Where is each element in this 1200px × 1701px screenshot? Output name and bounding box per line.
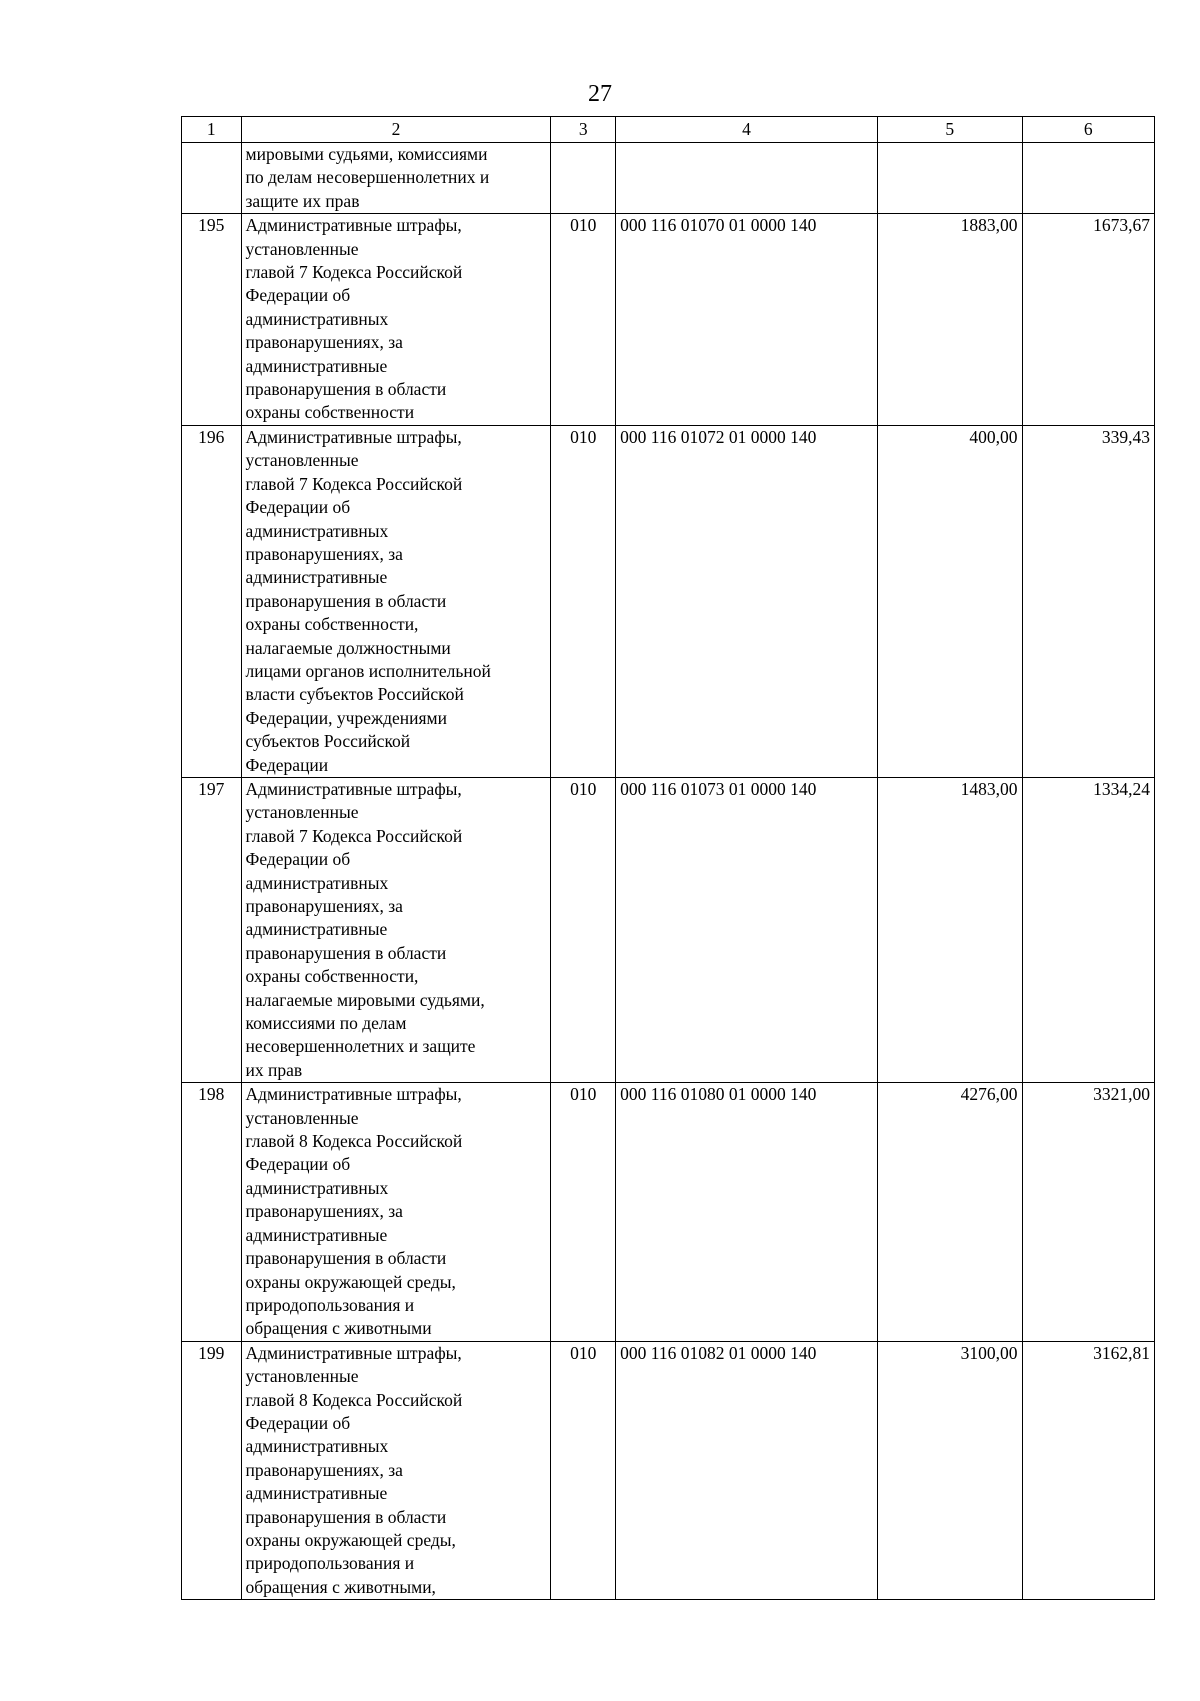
description-line: Федерации об	[245, 497, 351, 518]
description-line: главой 8 Кодекса Российской	[245, 1131, 463, 1152]
description-line: Федерации, учреждениями	[245, 707, 447, 728]
description-line: административных	[245, 520, 389, 541]
description-line: административные	[245, 919, 388, 940]
description-line: налагаемые должностными	[245, 637, 451, 658]
description-line: административные	[245, 567, 388, 588]
description-line: главой 7 Кодекса Российской	[245, 473, 463, 494]
description-line: несовершеннолетних и защите	[245, 1036, 476, 1057]
row-code: 010	[551, 777, 616, 1082]
column-header-1: 1	[182, 117, 242, 143]
row-value-col6: 1334,24	[1022, 777, 1154, 1082]
description-line: Федерации об	[245, 1412, 351, 1433]
column-header-4: 4	[616, 117, 878, 143]
table-row	[182, 214, 1155, 426]
description-line: Федерации об	[245, 849, 351, 870]
description-line: правонарушениях, за	[245, 1201, 403, 1222]
row-kbk-code: 000 116 01080 01 0000 140	[616, 1083, 878, 1341]
row-kbk-code	[616, 143, 878, 214]
description-line: правонарушения в области	[245, 1506, 447, 1527]
row-value-col6	[1022, 143, 1154, 214]
description-line: субъектов Российской	[245, 731, 411, 752]
description-line: охраны собственности	[245, 402, 415, 423]
description-line: главой 7 Кодекса Российской	[245, 262, 463, 283]
description-line: установленные	[245, 238, 359, 259]
row-kbk-code: 000 116 01072 01 0000 140	[616, 425, 878, 777]
description-line: административные	[245, 1483, 388, 1504]
row-code: 010	[551, 1083, 616, 1341]
description-line: Административные штрафы,	[245, 426, 462, 447]
row-number: 196	[182, 425, 242, 777]
row-number: 198	[182, 1083, 242, 1341]
row-code: 010	[551, 425, 616, 777]
description-line: административные	[245, 355, 388, 376]
row-description	[241, 1083, 551, 1341]
description-line: установленные	[245, 1107, 359, 1128]
description-line: Административные штрафы,	[245, 1084, 462, 1105]
row-value-col6: 3321,00	[1022, 1083, 1154, 1341]
row-code: 010	[551, 214, 616, 426]
row-number: 199	[182, 1341, 242, 1599]
budget-table	[181, 116, 1155, 1600]
row-description	[241, 214, 551, 426]
description-line: охраны собственности,	[245, 614, 419, 635]
description-line: установленные	[245, 1366, 359, 1387]
description-line: Федерации	[245, 754, 329, 775]
description-line: защите их прав	[245, 190, 360, 211]
row-description	[241, 1341, 551, 1599]
description-line: главой 8 Кодекса Российской	[245, 1389, 463, 1410]
row-value-col5: 1483,00	[877, 777, 1022, 1082]
row-kbk-code: 000 116 01070 01 0000 140	[616, 214, 878, 426]
description-line: установленные	[245, 802, 359, 823]
row-code: 010	[551, 1341, 616, 1599]
description-line: охраны окружающей среды,	[245, 1271, 456, 1292]
row-kbk-code: 000 116 01073 01 0000 140	[616, 777, 878, 1082]
row-number: 195	[182, 214, 242, 426]
row-value-col5: 4276,00	[877, 1083, 1022, 1341]
row-description	[241, 777, 551, 1082]
description-line: административных	[245, 1177, 389, 1198]
row-value-col5: 400,00	[877, 425, 1022, 777]
row-kbk-code: 000 116 01082 01 0000 140	[616, 1341, 878, 1599]
column-header-3: 3	[551, 117, 616, 143]
description-line: правонарушения в области	[245, 1248, 447, 1269]
description-line: мировыми судьями, комиссиями	[245, 144, 488, 164]
row-description	[241, 425, 551, 777]
description-line: по делам несовершеннолетних и	[245, 167, 490, 188]
row-value-col5: 1883,00	[877, 214, 1022, 426]
row-value-col6: 339,43	[1022, 425, 1154, 777]
description-line: правонарушениях, за	[245, 332, 403, 353]
table-header-row	[182, 117, 1155, 143]
description-line: власти субъектов Российской	[245, 684, 464, 705]
description-line: обращения с животными,	[245, 1576, 436, 1597]
description-line: охраны окружающей среды,	[245, 1529, 456, 1550]
table-body	[182, 143, 1155, 1600]
description-line: правонарушения в области	[245, 379, 447, 400]
row-value-col5	[877, 143, 1022, 214]
description-line: главой 7 Кодекса Российской	[245, 825, 463, 846]
row-number: 197	[182, 777, 242, 1082]
table-row	[182, 1083, 1155, 1341]
description-line: природопользования и	[245, 1294, 415, 1315]
description-line: Административные штрафы,	[245, 1342, 462, 1363]
page-number: 27	[588, 81, 612, 107]
row-code	[551, 143, 616, 214]
column-header-2: 2	[241, 117, 551, 143]
description-line: Административные штрафы,	[245, 215, 462, 236]
description-line: Федерации об	[245, 1154, 351, 1175]
description-line: административные	[245, 1224, 388, 1245]
description-line: установленные	[245, 450, 359, 471]
row-number	[182, 143, 242, 214]
description-line: лицами органов исполнительной	[245, 660, 491, 681]
description-line: административных	[245, 1436, 389, 1457]
description-line: обращения с животными	[245, 1318, 432, 1339]
description-line: правонарушениях, за	[245, 1459, 403, 1480]
table-row	[182, 143, 1155, 214]
column-header-6: 6	[1022, 117, 1154, 143]
table-row	[182, 777, 1155, 1082]
description-line: комиссиями по делам	[245, 1013, 407, 1034]
description-line: правонарушения в области	[245, 942, 447, 963]
description-line: Федерации об	[245, 285, 351, 306]
description-line: налагаемые мировыми судьями,	[245, 989, 485, 1010]
column-header-5: 5	[877, 117, 1022, 143]
table-row	[182, 425, 1155, 777]
description-line: правонарушения в области	[245, 590, 447, 611]
row-value-col6: 3162,81	[1022, 1341, 1154, 1599]
row-value-col5: 3100,00	[877, 1341, 1022, 1599]
description-line: природопользования и	[245, 1553, 415, 1574]
description-line: административных	[245, 872, 389, 893]
table-row	[182, 1341, 1155, 1599]
description-line: правонарушениях, за	[245, 543, 403, 564]
row-description	[241, 143, 551, 214]
description-line: Административные штрафы,	[245, 778, 462, 799]
description-line: охраны собственности,	[245, 966, 419, 987]
description-line: правонарушениях, за	[245, 896, 403, 916]
row-value-col6: 1673,67	[1022, 214, 1154, 426]
description-line: административных	[245, 308, 389, 329]
description-line: их прав	[245, 1059, 303, 1080]
